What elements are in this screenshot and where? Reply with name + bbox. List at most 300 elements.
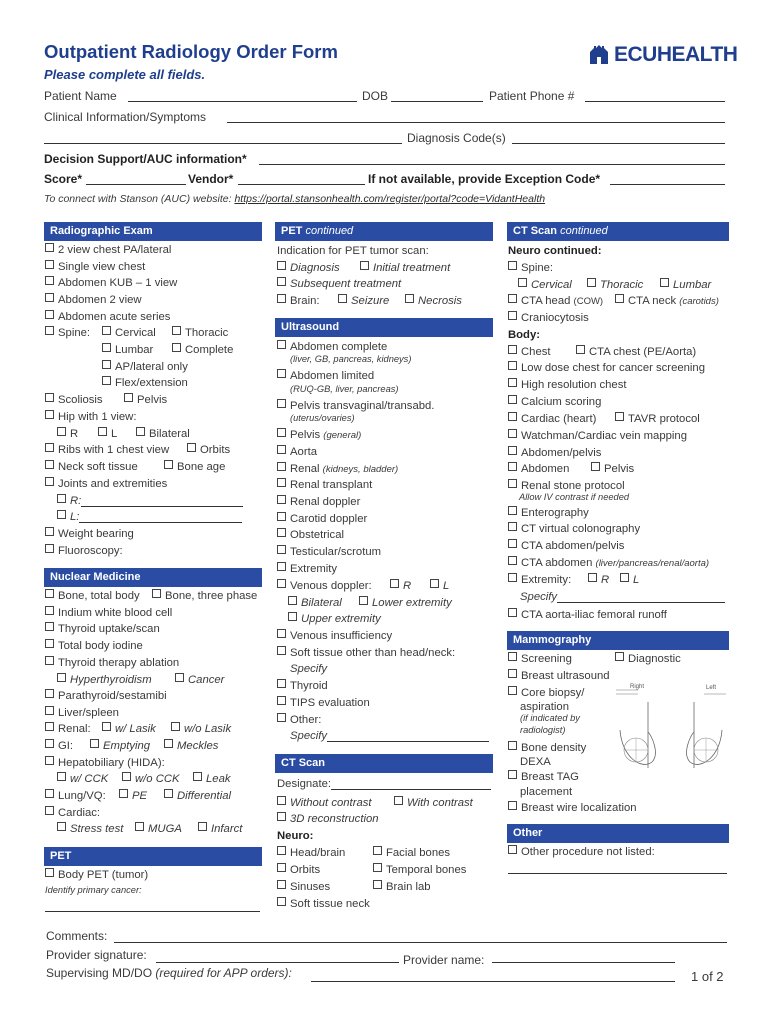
checkbox-item[interactable] [277,696,370,710]
checkbox[interactable] [288,612,297,621]
checkbox[interactable] [394,796,403,805]
checkbox-item[interactable] [508,462,569,476]
checkbox-item[interactable] [508,412,596,426]
checkbox[interactable] [508,479,517,488]
comments-field[interactable] [114,942,727,943]
checkbox[interactable] [277,369,286,378]
item-sub: (COW) [573,296,604,307]
item-label: R [601,574,610,586]
checkbox-item[interactable] [175,673,224,687]
checkbox[interactable] [588,573,597,582]
joint-r-field[interactable] [81,494,243,507]
checkbox[interactable] [172,343,181,352]
checkbox[interactable] [45,789,54,798]
checkbox-item[interactable] [660,278,711,292]
item-label: Diagnosis [290,262,340,274]
checkbox[interactable] [338,294,347,303]
item-label: Hip with 1 view: [58,411,137,423]
checkbox[interactable] [277,863,286,872]
item-label: Brain: [290,295,320,307]
checkbox[interactable] [508,261,517,270]
checkbox[interactable] [277,562,286,571]
checkbox-item[interactable] [164,460,225,474]
checkbox-item[interactable] [277,796,372,810]
checkbox-item[interactable] [45,276,177,290]
checkbox[interactable] [90,739,99,748]
checkbox[interactable] [164,739,173,748]
checkbox[interactable] [136,427,145,436]
checkbox[interactable] [45,722,54,731]
checkbox-item[interactable] [508,479,625,493]
checkbox[interactable] [508,686,517,695]
checkbox-item[interactable] [359,596,452,610]
checkbox-item[interactable] [45,639,143,653]
item-label: Flex/extension [115,377,188,389]
specify-field[interactable] [557,590,725,603]
checkbox-item[interactable] [45,789,106,803]
item-label: Single view chest [58,261,146,273]
checkbox-item[interactable] [102,343,153,357]
checkbox[interactable] [57,673,66,682]
checkbox-item[interactable] [508,669,610,683]
breast-diagram[interactable] [612,680,730,788]
designate-field[interactable] [331,777,491,790]
checkbox-item[interactable] [508,556,709,571]
logo-text: ECUHEALTH [614,43,738,66]
checkbox[interactable] [587,278,596,287]
checkbox[interactable] [277,340,286,349]
checkbox[interactable] [45,868,54,877]
checkbox[interactable] [45,689,54,698]
checkbox-item[interactable] [277,646,455,660]
checkbox[interactable] [508,345,517,354]
checkbox[interactable] [172,326,181,335]
checkbox-item[interactable] [508,294,603,309]
checkbox[interactable] [277,261,286,270]
dob-field[interactable] [391,101,483,102]
clinical-field-2[interactable] [44,143,402,144]
checkbox[interactable] [277,294,286,303]
checkbox-item[interactable] [172,326,228,340]
checkbox[interactable] [277,528,286,537]
item-label: L: [70,511,80,523]
checkbox[interactable] [576,345,585,354]
checkbox-item[interactable] [508,345,551,359]
checkbox[interactable] [508,462,517,471]
checkbox[interactable] [508,395,517,404]
checkbox[interactable] [45,527,54,536]
checkbox[interactable] [164,460,173,469]
checkbox[interactable] [508,294,517,303]
checkbox[interactable] [508,608,517,617]
checkbox-item[interactable] [45,622,160,636]
checkbox-item[interactable] [508,506,589,520]
checkbox-item[interactable] [508,261,553,275]
checkbox[interactable] [102,376,111,385]
checkbox-item[interactable] [288,612,381,626]
checkbox-item[interactable] [45,689,167,703]
checkbox[interactable] [508,741,517,750]
item-label: High resolution chest [521,379,627,391]
checkbox[interactable] [45,589,54,598]
phone-field[interactable] [585,101,725,102]
checkbox-item[interactable] [373,846,450,860]
checkbox[interactable] [57,772,66,781]
checkbox-item[interactable] [373,863,466,877]
item-label: Renal [290,463,320,475]
sub-note: (if indicated by [520,713,580,723]
checkbox-item[interactable] [277,679,328,693]
checkbox[interactable] [277,579,286,588]
checkbox-item[interactable] [45,756,165,770]
checkbox-item[interactable] [508,686,584,700]
checkbox[interactable] [277,495,286,504]
checkbox[interactable] [277,646,286,655]
checkbox-item[interactable] [508,539,624,553]
checkbox-item[interactable] [57,822,123,836]
checkbox[interactable] [508,412,517,421]
checkbox-item[interactable] [508,522,640,536]
checkbox[interactable] [277,713,286,722]
checkbox-item[interactable] [277,713,321,727]
checkbox-item[interactable] [277,846,345,860]
checkbox[interactable] [57,822,66,831]
exception-label: If not available, provide Exception Code* [368,172,601,186]
checkbox[interactable] [277,696,286,705]
checkbox[interactable] [45,260,54,269]
checkbox-item[interactable] [277,462,398,477]
decision-field[interactable] [259,164,725,165]
checkbox[interactable] [45,756,54,765]
checkbox-item[interactable] [390,579,411,593]
checkbox[interactable] [430,579,439,588]
checkbox-item[interactable] [405,294,462,308]
checkbox[interactable] [615,294,624,303]
checkbox[interactable] [277,897,286,906]
checkbox[interactable] [152,589,161,598]
checkbox-item[interactable] [508,361,705,375]
checkbox-item[interactable] [591,462,634,476]
checkbox-item[interactable] [45,326,90,340]
checkbox[interactable] [508,573,517,582]
score-field[interactable] [86,184,186,185]
checkbox[interactable] [660,278,669,287]
checkbox[interactable] [45,276,54,285]
checkbox-item[interactable] [164,789,231,803]
checkbox-item[interactable] [90,739,150,753]
checkbox[interactable] [508,652,517,661]
checkbox[interactable] [171,722,180,731]
checkbox[interactable] [508,506,517,515]
checkbox[interactable] [277,796,286,805]
checkbox[interactable] [508,378,517,387]
checkbox-item[interactable] [152,589,257,603]
checkbox[interactable] [373,863,382,872]
checkbox-item[interactable] [45,722,91,736]
checkbox[interactable] [277,880,286,889]
checkbox-item[interactable] [57,772,108,786]
checkbox[interactable] [359,596,368,605]
checkbox[interactable] [277,679,286,688]
checkbox-item[interactable] [45,310,170,324]
checkbox[interactable] [45,477,54,486]
checkbox-item[interactable] [102,376,188,390]
checkbox-item[interactable] [277,445,317,459]
checkbox[interactable] [57,510,66,519]
clinical-field[interactable] [227,122,725,123]
checkbox[interactable] [45,293,54,302]
checkbox[interactable] [277,277,286,286]
checkbox-item[interactable] [171,722,231,736]
checkbox-item[interactable] [164,739,218,753]
checkbox-item[interactable] [136,427,190,441]
checkbox[interactable] [45,639,54,648]
checkbox[interactable] [277,846,286,855]
item-label: Chest [521,346,551,358]
checkbox[interactable] [405,294,414,303]
joint-l-field[interactable] [79,510,242,523]
checkbox-item[interactable] [277,629,392,643]
checkbox[interactable] [508,845,517,854]
checkbox[interactable] [45,393,54,402]
checkbox-item[interactable] [508,378,627,392]
checkbox[interactable] [102,722,111,731]
checkbox-item[interactable] [102,326,156,340]
checkbox[interactable] [198,822,207,831]
checkbox[interactable] [45,544,54,553]
checkbox[interactable] [508,556,517,565]
checkbox-item[interactable] [508,311,589,325]
checkbox-item[interactable] [45,806,100,820]
checkbox[interactable] [135,822,144,831]
checkbox-item[interactable] [57,427,78,441]
checkbox-item[interactable] [45,243,171,257]
checkbox-item[interactable] [620,573,639,587]
checkbox-item[interactable] [277,812,379,826]
ct-cont-header [507,222,729,241]
checkbox-item[interactable] [277,478,372,492]
exception-field[interactable] [610,184,725,185]
checkbox-item[interactable] [576,345,696,359]
checkbox-item[interactable] [277,340,387,354]
checkbox-item[interactable] [277,428,361,443]
checkbox[interactable] [45,410,54,419]
checkbox-item[interactable] [277,277,401,291]
checkbox[interactable] [119,789,128,798]
stanson-link[interactable]: https://portal.stansonhealth.com/register/portal?code=VidantHealth [234,193,546,205]
checkbox[interactable] [373,880,382,889]
checkbox-item[interactable] [45,443,169,457]
checkbox[interactable] [45,706,54,715]
checkbox[interactable] [45,310,54,319]
checkbox-item[interactable] [615,294,719,309]
checkbox[interactable] [102,326,111,335]
checkbox[interactable] [193,772,202,781]
item-label: R: [70,495,82,507]
checkbox-item[interactable] [277,369,374,383]
checkbox-item[interactable] [57,673,152,687]
specify-field[interactable] [327,729,489,742]
checkbox[interactable] [277,445,286,454]
checkbox-item[interactable] [45,589,140,603]
checkbox[interactable] [518,278,527,287]
checkbox-item[interactable] [615,412,700,426]
checkbox[interactable] [277,462,286,471]
checkbox[interactable] [615,652,624,661]
checkbox[interactable] [45,606,54,615]
checkbox[interactable] [45,326,54,335]
checkbox[interactable] [508,361,517,370]
checkbox[interactable] [122,772,131,781]
checkbox[interactable] [98,427,107,436]
checkbox-item[interactable] [508,652,572,666]
checkbox[interactable] [45,656,54,665]
checkbox[interactable] [390,579,399,588]
checkbox[interactable] [164,789,173,798]
checkbox-item[interactable] [277,495,360,509]
checkbox-item[interactable] [45,527,134,541]
checkbox[interactable] [45,739,54,748]
checkbox-item[interactable] [394,796,473,810]
checkbox-item[interactable] [172,343,233,357]
checkbox-item[interactable] [508,741,586,755]
checkbox[interactable] [373,846,382,855]
checkbox[interactable] [102,360,111,369]
checkbox-item[interactable] [518,278,572,292]
checkbox-item[interactable] [45,260,145,274]
checkbox-item[interactable] [187,443,230,457]
checkbox-item[interactable] [373,880,431,894]
checkbox-item[interactable] [288,596,342,610]
checkbox-item[interactable] [57,494,243,508]
checkbox-item[interactable] [45,393,103,407]
checkbox-item[interactable] [508,395,601,409]
supervising-field[interactable] [311,981,675,982]
checkbox-item[interactable] [45,606,172,620]
checkbox[interactable] [508,446,517,455]
checkbox[interactable] [508,429,517,438]
checkbox[interactable] [277,478,286,487]
checkbox-item[interactable] [45,868,148,882]
checkbox-item[interactable] [98,427,117,441]
checkbox[interactable] [508,770,517,779]
checkbox-item[interactable] [122,772,180,786]
checkbox[interactable] [102,343,111,352]
checkbox-item[interactable] [277,880,330,894]
checkbox-item[interactable] [102,360,188,374]
provider-name-field[interactable] [492,962,675,963]
checkbox-item[interactable] [277,863,320,877]
checkbox[interactable] [615,412,624,421]
instruction: Please complete all fields. [44,67,206,82]
checkbox-item[interactable] [338,294,389,308]
checkbox-item[interactable] [277,897,370,911]
checkbox[interactable] [277,399,286,408]
checkbox-item[interactable] [277,261,340,275]
checkbox[interactable] [277,812,286,821]
checkbox[interactable] [45,622,54,631]
checkbox-item[interactable] [119,789,147,803]
checkbox-item[interactable] [135,822,182,836]
checkbox[interactable] [57,427,66,436]
checkbox-item[interactable] [508,573,571,587]
checkbox[interactable] [620,573,629,582]
checkbox-item[interactable] [430,579,449,593]
checkbox-item[interactable] [615,652,681,666]
checkbox[interactable] [57,494,66,503]
vendor-field[interactable] [238,184,365,185]
checkbox-item[interactable] [57,510,242,524]
checkbox-item[interactable] [277,512,367,526]
checkbox[interactable] [45,806,54,815]
identify-field[interactable] [45,911,260,912]
checkbox[interactable] [508,801,517,810]
checkbox-item[interactable] [360,261,450,275]
checkbox[interactable] [45,443,54,452]
checkbox-item[interactable] [508,608,667,622]
checkbox[interactable] [277,545,286,554]
checkbox-item[interactable] [508,446,601,460]
checkbox-item[interactable] [45,656,179,670]
checkbox-item[interactable] [45,544,123,558]
checkbox[interactable] [277,428,286,437]
checkbox[interactable] [508,669,517,678]
checkbox[interactable] [508,539,517,548]
other-field[interactable] [508,873,727,874]
checkbox-item[interactable] [45,460,138,474]
checkbox-item[interactable] [508,429,687,443]
checkbox-item[interactable] [45,477,167,491]
checkbox-item[interactable] [45,293,142,307]
checkbox-item[interactable] [277,562,337,576]
checkbox[interactable] [45,243,54,252]
item-label: Extremity: [521,574,572,586]
checkbox[interactable] [277,512,286,521]
checkbox[interactable] [288,596,297,605]
checkbox-item[interactable] [277,294,320,308]
item-label: R [70,428,79,440]
checkbox[interactable] [187,443,196,452]
checkbox[interactable] [175,673,184,682]
checkbox-item[interactable] [508,770,579,784]
checkbox[interactable] [124,393,133,402]
checkbox[interactable] [508,311,517,320]
checkbox-item[interactable] [45,739,73,753]
checkbox[interactable] [508,522,517,531]
checkbox-item[interactable] [45,706,119,720]
checkbox-item[interactable] [198,822,242,836]
diagnosis-field[interactable] [512,143,725,144]
checkbox[interactable] [360,261,369,270]
checkbox-item[interactable] [508,845,655,859]
checkbox-item[interactable] [45,410,136,424]
checkbox-item[interactable] [124,393,167,407]
checkbox[interactable] [45,460,54,469]
checkbox[interactable] [591,462,600,471]
checkbox-item[interactable] [588,573,609,587]
checkbox-item[interactable] [193,772,231,786]
checkbox-item[interactable] [277,545,381,559]
checkbox-item[interactable] [508,801,637,815]
checkbox-item[interactable] [277,528,344,542]
checkbox-item[interactable] [587,278,643,292]
checkbox[interactable] [277,629,286,638]
checkbox-item[interactable] [277,579,372,593]
provider-signature-field[interactable] [156,962,399,963]
checkbox-item[interactable] [102,722,156,736]
checkbox-item[interactable] [277,399,434,413]
patient-name-field[interactable] [128,101,357,102]
